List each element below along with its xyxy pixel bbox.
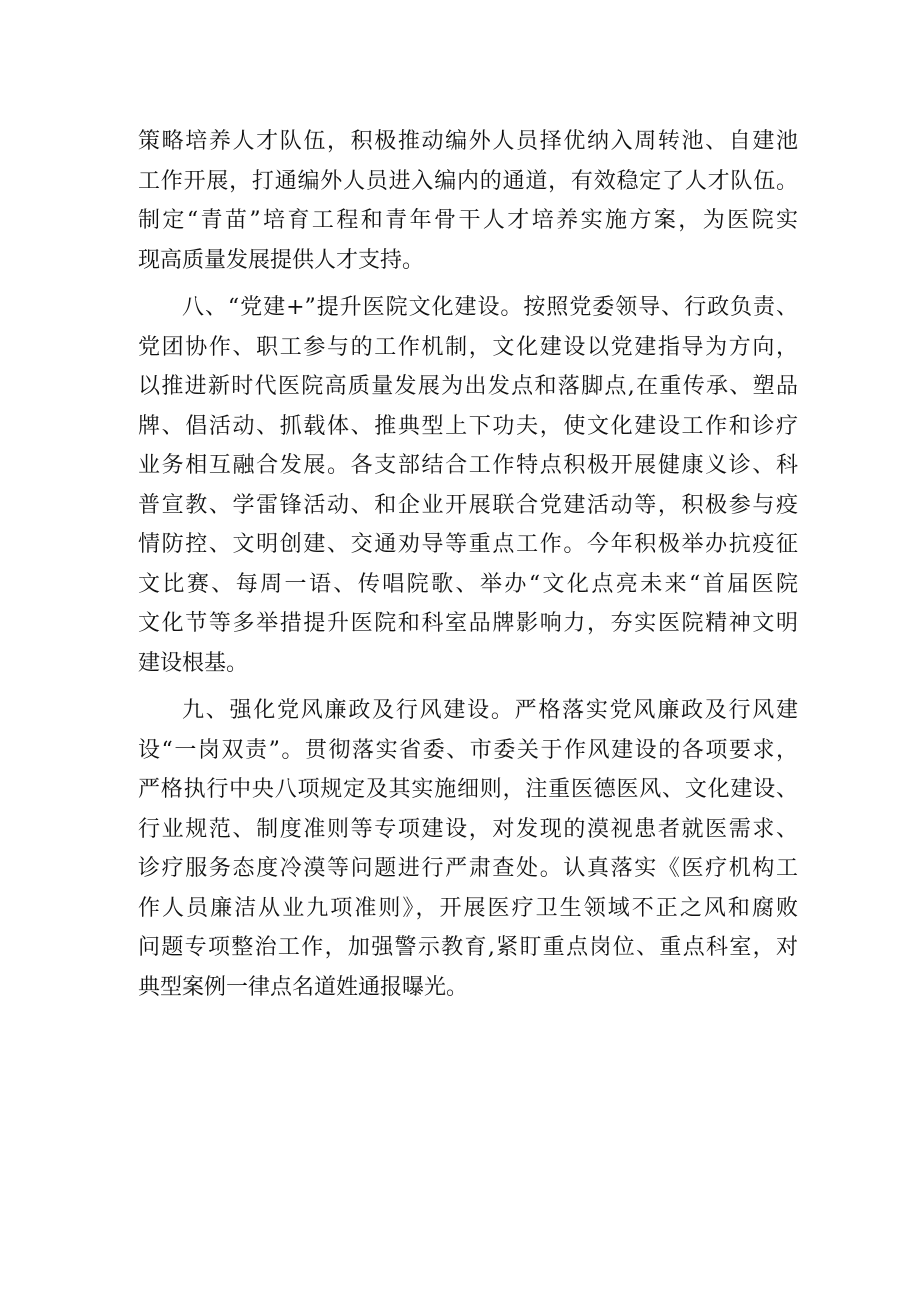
paragraph-integrity [138,691,798,1007]
text-line: 文比赛、每周一语、传唱院歌、举办“文化点亮未来“首届医院 [138,571,798,597]
text-line: 九、强化党风廉政及行风建设。严格落实党风廉政及行风建 [182,698,798,723]
text-line: 建设根基。 [138,650,249,676]
text-line: 设“一岗双责”。贯彻落实省委、市委关于作风建设的各项要求， [138,737,798,763]
text-line: 作人员廉洁从业九项准则》，开展医疗卫生领域不正之风和腐败 [138,895,798,921]
text-line: 现高质量发展提供人才支持。 [138,247,425,273]
text-line: 严格执行中央八项规定及其实施细则，注重医德医风、文化建设、 [138,777,798,802]
paragraph-spacer [138,280,798,288]
text-line: 诊疗服务态度冷漠等问题进行严肃查处。认真落实《医疗机构工 [138,856,798,881]
text-line: 八、“党建+”提升医院文化建设。按照党委领导、行政负责、 [182,295,798,320]
text-line: 以推进新时代医院高质量发展为出发点和落脚点,在重传承、塑品 [138,374,798,399]
text-line: 牌、倡活动、抓载体、推典型上下功夫，使文化建设工作和诊疗 [138,413,798,439]
text-line: 普宣教、学雷锋活动、和企业开展联合党建活动等，积极参与疫 [138,492,798,518]
document-body [138,122,798,1007]
text-line: 情防控、文明创建、交通劝导等重点工作。今年积极举办抗疫征 [138,532,798,557]
text-line: 党团协作、职工参与的工作机制，文化建设以党建指导为方向， [138,334,798,360]
text-line: 策略培养人才队伍，积极推动编外人员择优纳入周转池、自建池 [138,129,798,154]
text-line: 文化节等多举措提升医院和科室品牌影响力，夯实医院精神文明 [138,611,798,636]
text-line: 典型案例一律点名道姓通报曝光。 [138,974,469,1000]
paragraph-spacer [138,683,798,691]
paragraph-culture [138,288,798,683]
text-line: 业务相互融合发展。各支部结合工作特点积极开展健康义诊、科 [138,453,798,478]
text-line: 问题专项整治工作，加强警示教育,紧盯重点岗位、重点科室，对 [138,935,798,960]
text-line: 行业规范、制度准则等专项建设，对发现的漠视患者就医需求、 [138,816,798,842]
paragraph-talent [138,122,798,280]
text-line: 工作开展，打通编外人员进入编内的通道，有效稳定了人才队伍。 [138,168,798,194]
text-line: 制定“青苗”培育工程和青年骨干人才培养实施方案，为医院实 [138,208,798,233]
